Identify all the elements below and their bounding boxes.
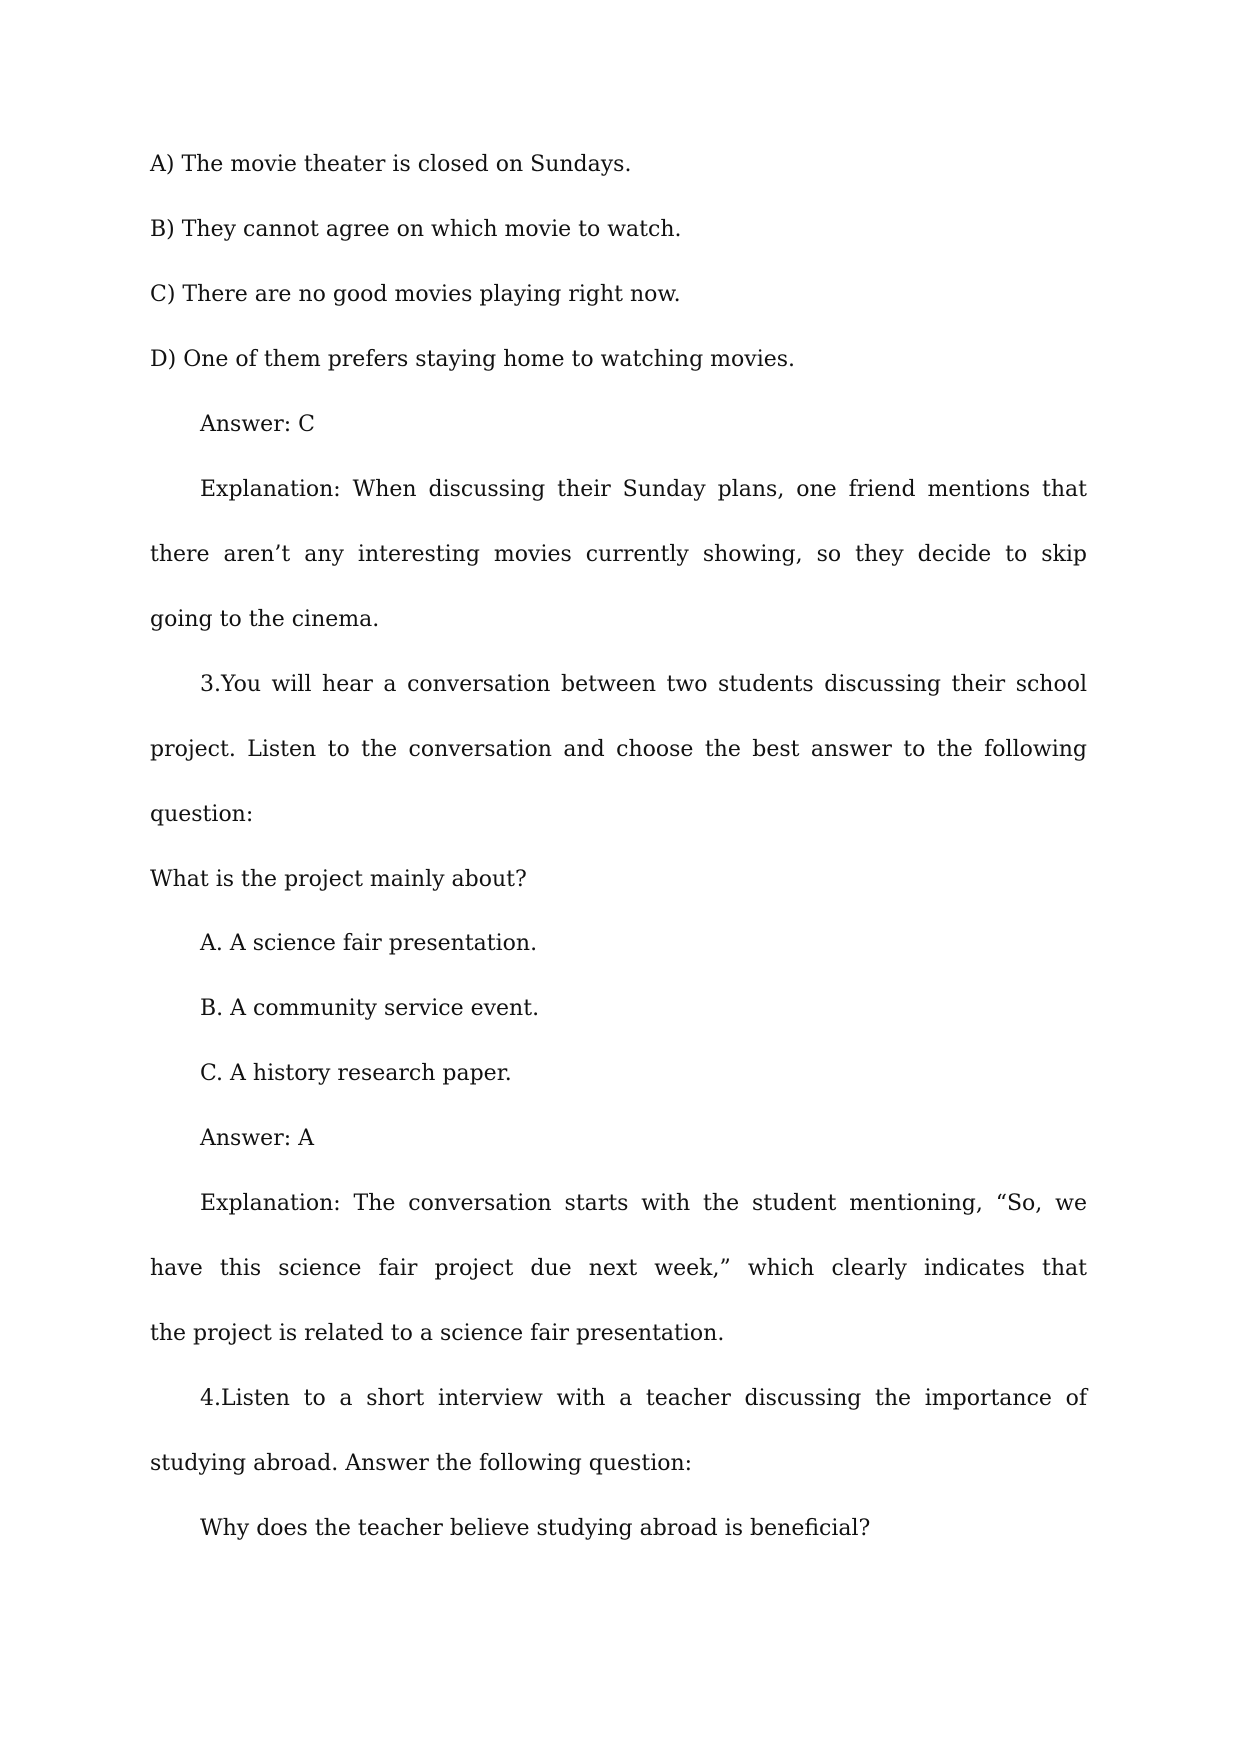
q2-option-a: A) The movie theater is closed on Sundays. <box>150 152 632 177</box>
q2-explanation-line-2: there aren’t any interesting movies currently showing, so they decide to skip <box>150 542 1087 567</box>
q2-explanation-line-3: going to the cinema. <box>150 607 380 632</box>
q3-explanation-line-1: Explanation: The conversation starts with the student mentioning, “So, we <box>200 1191 1087 1216</box>
q3-option-b: B. A community service event. <box>200 996 540 1021</box>
q3-option-a: A. A science fair presentation. <box>200 931 538 956</box>
q2-option-c: C) There are no good movies playing right now. <box>150 282 681 307</box>
q4-question: Why does the teacher believe studying abroad is beneficial? <box>200 1516 871 1541</box>
q4-prompt-line-2: studying abroad. Answer the following question: <box>150 1451 693 1476</box>
q2-option-d: D) One of them prefers staying home to watching movies. <box>150 347 796 372</box>
q3-prompt-line-3: question: <box>150 802 254 827</box>
q2-answer: Answer: C <box>200 412 315 437</box>
q3-prompt-line-2: project. Listen to the conversation and choose the best answer to the following <box>150 737 1087 762</box>
q3-explanation-line-3: the project is related to a science fair presentation. <box>150 1321 725 1346</box>
q2-explanation-line-1: Explanation: When discussing their Sunday plans, one friend mentions that <box>200 477 1087 502</box>
q3-answer: Answer: A <box>200 1126 315 1151</box>
q3-explanation-line-2: have this science fair project due next week,” which clearly indicates that <box>150 1256 1087 1281</box>
q3-question: What is the project mainly about? <box>150 867 527 892</box>
q3-prompt-line-1: 3.You will hear a conversation between two students discussing their school <box>200 672 1087 697</box>
q4-prompt-line-1: 4.Listen to a short interview with a teacher discussing the importance of <box>200 1386 1087 1411</box>
q2-option-b: B) They cannot agree on which movie to watch. <box>150 217 682 242</box>
q3-option-c: C. A history research paper. <box>200 1061 512 1086</box>
